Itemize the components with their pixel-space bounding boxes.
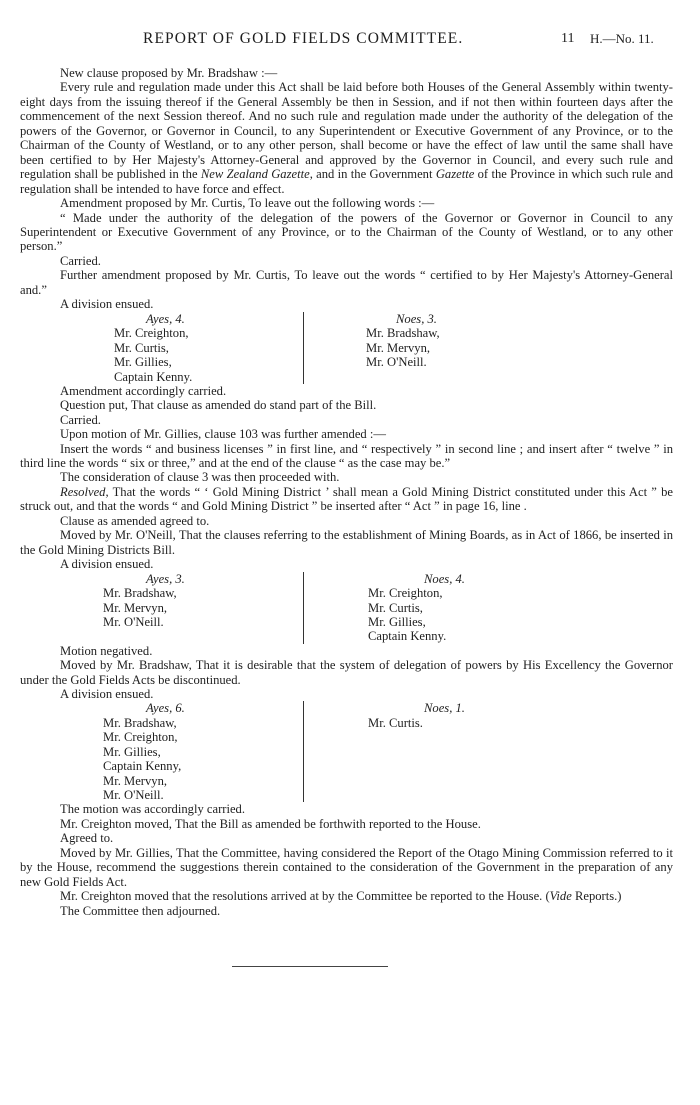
new-clause-text: Every rule and regulation made under this Act shall be laid before both Houses of the General Assembly within twenty-eight days from the issuing thereof if the General Assembly be then in Session, and if not then within fourteen days after the commencement of the next Session thereof. And no such rule and regulation made under the authority of the delegation of the powers of the Governor, or Governor in Council, to any Superintendent or Executive Government of any Province, or to the Chairman of the County of Westland, or to any other person, shall become or have the effect of law until the same shall have been certified to by Her Majesty's Attorney-General and approved by the Governor in Council, and every such rule and regulation shall be published in the New Zealand Gazette, and in the Government Gazette of the Province in which such rule and regulation shall be intended to have force and effect. — [20, 80, 674, 196]
motion-result: Motion negatived. — [60, 643, 153, 658]
member-name: Mr. O'Neill. — [366, 355, 427, 370]
report-motion: Mr. Creighton moved, That the Bill as amended be forthwith reported to the House. — [60, 816, 481, 831]
noes-heading: Noes, 4. — [424, 571, 465, 586]
noes-column — [368, 701, 465, 730]
clause-agreed: Clause as amended agreed to. — [60, 513, 210, 528]
minutes-body — [20, 66, 673, 918]
noes-column — [368, 572, 465, 644]
member-name: Captain Kenny. — [368, 629, 447, 644]
adjournment: The Committee then adjourned. — [60, 903, 221, 918]
page-number: 11 — [561, 31, 575, 46]
member-name: Mr. Curtis, — [114, 340, 169, 355]
member-name: Mr. Creighton, — [103, 730, 178, 745]
division-note: A division ensued. — [60, 686, 154, 701]
member-name: Mr. Bradshaw, — [103, 586, 177, 601]
ayes-column — [103, 701, 185, 802]
member-name: Captain Kenny, — [103, 759, 182, 774]
division-divider — [303, 572, 304, 644]
agreed-note: Agreed to. — [60, 831, 114, 846]
result-carried: Carried. — [60, 412, 101, 427]
member-name: Mr. Mervyn, — [366, 340, 431, 355]
otago-motion: Moved by Mr. Gillies, That the Committee, having considered the Report of the Otago Mining Commission referred to it by the House, recommend the suggestions therein contained to the consideration of the Government in the preparation of any new Gold Fields Act. — [20, 845, 673, 889]
member-name: Mr. Creighton, — [114, 326, 189, 341]
question-put: Question put, That clause as amended do stand part of the Bill. — [60, 398, 377, 413]
member-name: Mr. Gillies, — [368, 614, 426, 629]
member-name: Mr. Gillies, — [103, 744, 161, 759]
amendment-proposal: Amendment proposed by Mr. Curtis, To leave out the following words :— — [60, 196, 435, 211]
division-table — [20, 701, 673, 802]
member-name: Mr. Curtis. — [368, 715, 423, 730]
member-name: Captain Kenny. — [114, 369, 193, 384]
amendment-result: Amendment accordingly carried. — [60, 383, 227, 398]
quoted-words: “ Made under the authority of the delegation of the powers of the Governor or Governor in Council to any Superintendent or Executive Government of any Province, or to the Chairman of the County of Westland, or to any other person.” — [20, 210, 673, 254]
noes-heading: Noes, 1. — [424, 701, 465, 716]
resolutions-motion: Mr. Creighton moved that the resolutions arrived at by the Committee be reported to the House. (Vide Reports.) — [60, 889, 622, 904]
division-note: A division ensued. — [60, 557, 154, 572]
closing-rule — [232, 966, 388, 967]
clause-103-motion: Upon motion of Mr. Gillies, clause 103 was further amended :— — [60, 427, 386, 442]
member-name: Mr. Curtis, — [368, 600, 423, 615]
clause-3-note: The consideration of clause 3 was then proceeded with. — [60, 470, 340, 485]
member-name: Mr. Mervyn, — [103, 773, 168, 788]
noes-heading: Noes, 3. — [396, 311, 437, 326]
member-name: Mr. Creighton, — [368, 586, 443, 601]
division-table — [20, 572, 673, 644]
clause-proposal: New clause proposed by Mr. Bradshaw :— — [60, 66, 278, 80]
ayes-heading: Ayes, 4. — [146, 311, 185, 326]
ayes-column — [103, 572, 185, 630]
mining-boards-motion: Moved by Mr. O'Neill, That the clauses referring to the establishment of Mining Boards, as in Act of 1866, be inserted in the Gold Mining Districts Bill. — [20, 528, 673, 557]
division-divider — [303, 701, 304, 802]
further-amendment: Further amendment proposed by Mr. Curtis, To leave out the words “ certified to by Her Majesty's Attorney-General and.” — [20, 268, 673, 297]
report-title: REPORT OF GOLD FIELDS COMMITTEE. — [143, 30, 464, 47]
page-header — [0, 30, 700, 50]
member-name: Mr. Gillies, — [114, 355, 172, 370]
member-name: Mr. Bradshaw, — [366, 326, 440, 341]
member-name: Mr. Mervyn, — [103, 600, 168, 615]
ayes-column — [114, 312, 192, 384]
division-divider — [303, 312, 304, 384]
ayes-heading: Ayes, 3. — [146, 571, 185, 586]
noes-column — [366, 312, 440, 370]
member-name: Mr. O'Neill. — [103, 614, 164, 629]
division-note: A division ensued. — [60, 297, 154, 312]
document-reference: H.—No. 11. — [590, 31, 654, 46]
result-carried: Carried. — [60, 253, 101, 268]
motion-result: The motion was accordingly carried. — [60, 802, 245, 817]
member-name: Mr. O'Neill. — [103, 788, 164, 803]
member-name: Mr. Bradshaw, — [103, 715, 177, 730]
insertion-text: Insert the words “ and business licenses ” in first line, and “ respectively ” in second line ; and insert after “ twelve ” in third line the words “ six or three,” and at the end of the clause “ as the case may be.” — [20, 441, 673, 470]
ayes-heading: Ayes, 6. — [146, 701, 185, 716]
delegation-motion: Moved by Mr. Bradshaw, That it is desirable that the system of delegation of powers by His Excellency the Governor under the Gold Fields Acts be discontinued. — [20, 658, 673, 687]
resolution: Resolved, That the words “ ‘ Gold Mining District ’ shall mean a Gold Mining District constituted under this Act ” be struck out, and that the words “ and Gold Mining District ” be inserted after “ Act ” in page 16, line . — [20, 484, 673, 514]
division-table — [20, 312, 673, 384]
